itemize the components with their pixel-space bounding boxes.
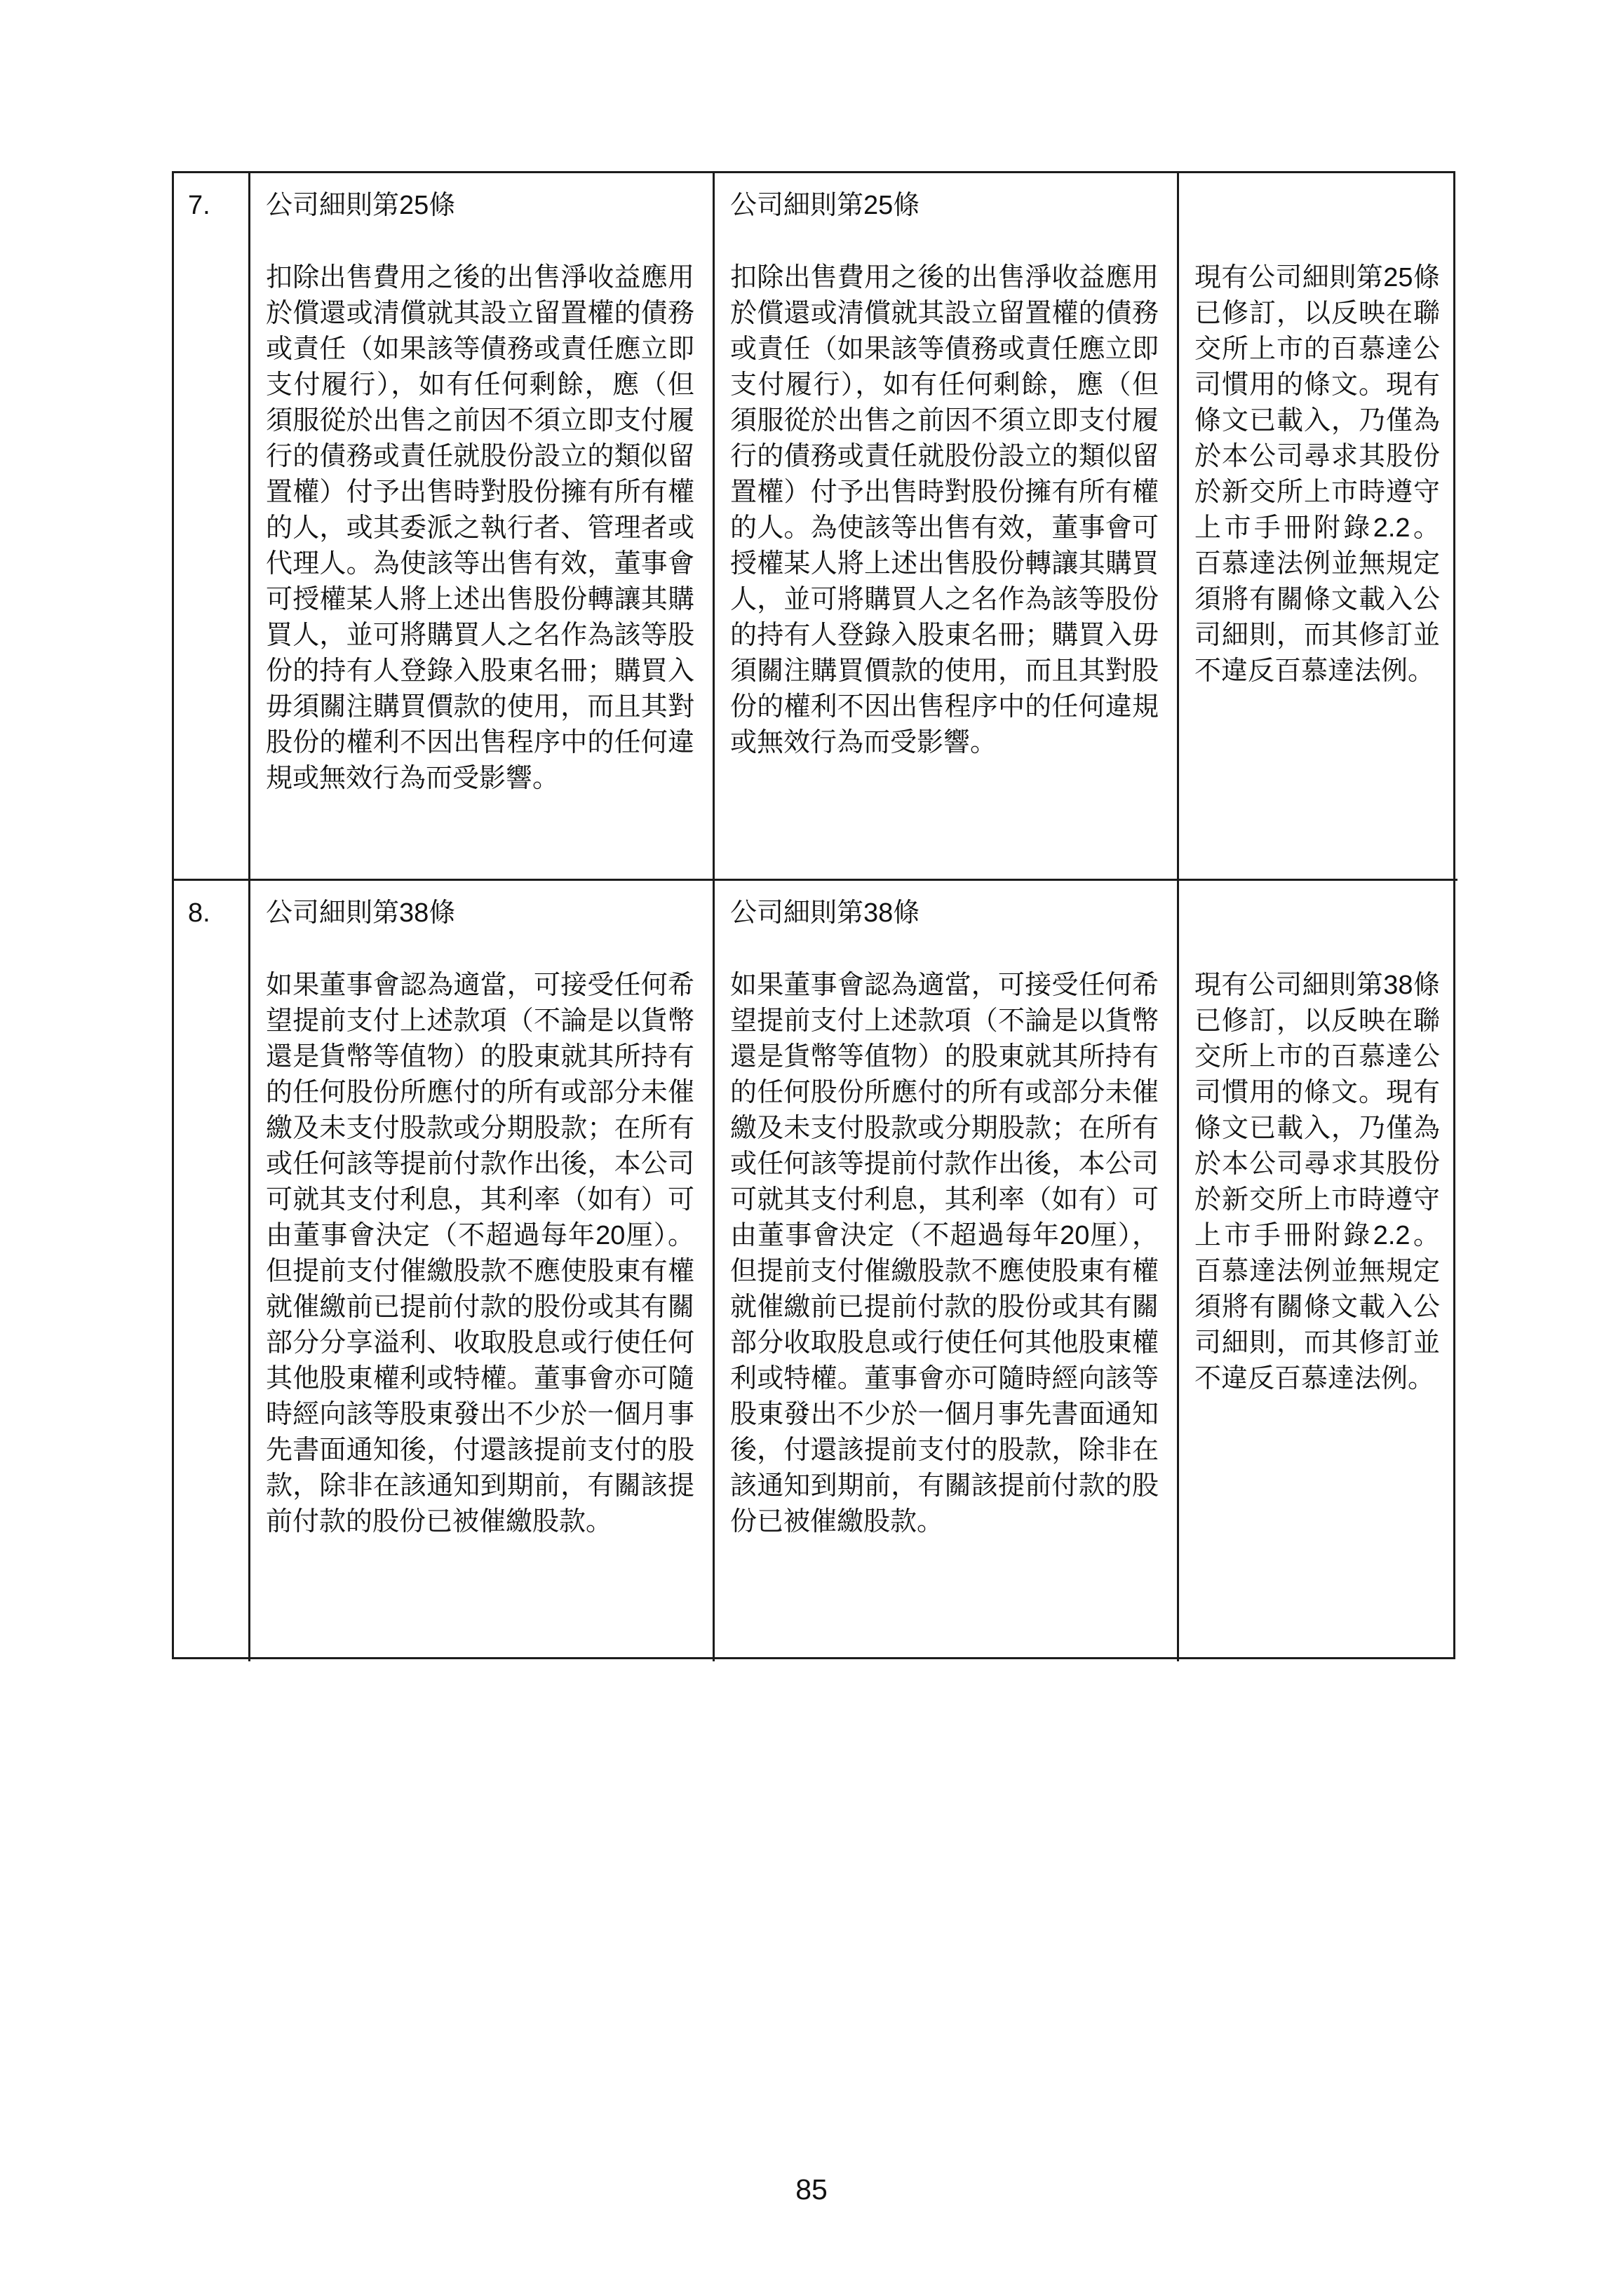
bye-law-cell-middle [715,881,1179,1661]
bye-law-cell-left [250,881,715,1661]
clause-body: 扣除出售費用之後的出售淨收益應用於償還或清償就其設立留置權的債務或責任（如果該等債務或責任應立即支付履行），如有任何剩餘，應（但須服從於出售之前因不須立即支付履行的債務或責任就股份設立的類似留置權）付予出售時對股份擁有所有權的人。為使該等出售有效，董事會可授權某人將上述出售股份轉讓其購買人，並可將購買人之名作為該等股份的持有人登錄入股東名冊；購買入毋須關注購買價款的使用，而且其對股份的權利不因出售程序中的任何違規或無效行為而受影響。 [730,263,1159,757]
clause-title: 公司細則第38條 [730,898,920,928]
row-index: 8. [188,898,210,928]
clause-title: 公司細則第25條 [266,191,456,220]
remark-cell [1179,173,1457,881]
row-index-cell [174,881,250,1661]
clause-body: 扣除出售費用之後的出售淨收益應用於償還或清償就其設立留置權的債務或責任（如果該等債務或責任應立即支付履行），如有任何剩餘，應（但須服從於出售之前因不須立即支付履行的債務或責任就股份設立的類似留置權）付予出售時對股份擁有所有權的人，或其委派之執行者、管理者或代理人。為使該等出售有效，董事會可授權某人將上述出售股份轉讓其購買人，並可將購買人之名作為該等股份的持有人登錄入股東名冊；購買入毋須關注購買價款的使用，而且其對股份的權利不因出售程序中的任何違規或無效行為而受影響。 [266,263,694,793]
row-index: 7. [188,191,210,220]
clause-body: 如果董事會認為適當，可接受任何希望提前支付上述款項（不論是以貨幣還是貨幣等值物）的股東就其所持有的任何股份所應付的所有或部分未催繳及未支付股款或分期股款；在所有或任何該等提前付款作出後，本公司可就其支付利息，其利率（如有）可由董事會決定（不超過每年20厘），但提前支付催繳股款不應使股東有權就催繳前已提前付款的股份或其有關部分收取股息或行使任何其他股東權利或特權。董事會亦可隨時經向該等股東發出不少於一個月事先書面通知後，付還該提前支付的股款，除非在該通知到期前，有關該提前付款的股份已被催繳股款。 [730,971,1159,1537]
page-number: 85 [795,2173,828,2206]
bye-laws-comparison-table [172,171,1455,1659]
remark-body: 現有公司細則第38條已修訂，以反映在聯交所上市的百慕達公司慣用的條文。現有條文已載入，乃僅為於本公司尋求其股份於新交所上市時遵守上市手冊附錄2.2。百慕達法例並無規定須將有關條文載入公司細則，而其修訂並不違反百慕達法例。 [1194,971,1440,1393]
row-index-cell [174,173,250,881]
clause-body: 如果董事會認為適當，可接受任何希望提前支付上述款項（不論是以貨幣還是貨幣等值物）的股東就其所持有的任何股份所應付的所有或部分未催繳及未支付股款或分期股款；在所有或任何該等提前付款作出後，本公司可就其支付利息，其利率（如有）可由董事會決定（不超過每年20厘）。但提前支付催繳股款不應使股東有權就催繳前已提前付款的股份或其有關部分分享溢利、收取股息或行使任何其他股東權利或特權。董事會亦可隨時經向該等股東發出不少於一個月事先書面通知後，付還該提前支付的股款，除非在該通知到期前，有關該提前付款的股份已被催繳股款。 [266,971,694,1537]
remark-body: 現有公司細則第25條已修訂，以反映在聯交所上市的百慕達公司慣用的條文。現有條文已載入，乃僅為於本公司尋求其股份於新交所上市時遵守上市手冊附錄2.2。百慕達法例並無規定須將有關條文載入公司細則，而其修訂並不違反百慕達法例。 [1194,263,1440,686]
clause-title: 公司細則第38條 [266,898,456,928]
clause-title: 公司細則第25條 [730,191,920,220]
remark-cell [1179,881,1457,1661]
bye-law-cell-middle [715,173,1179,881]
bye-law-cell-left [250,173,715,881]
